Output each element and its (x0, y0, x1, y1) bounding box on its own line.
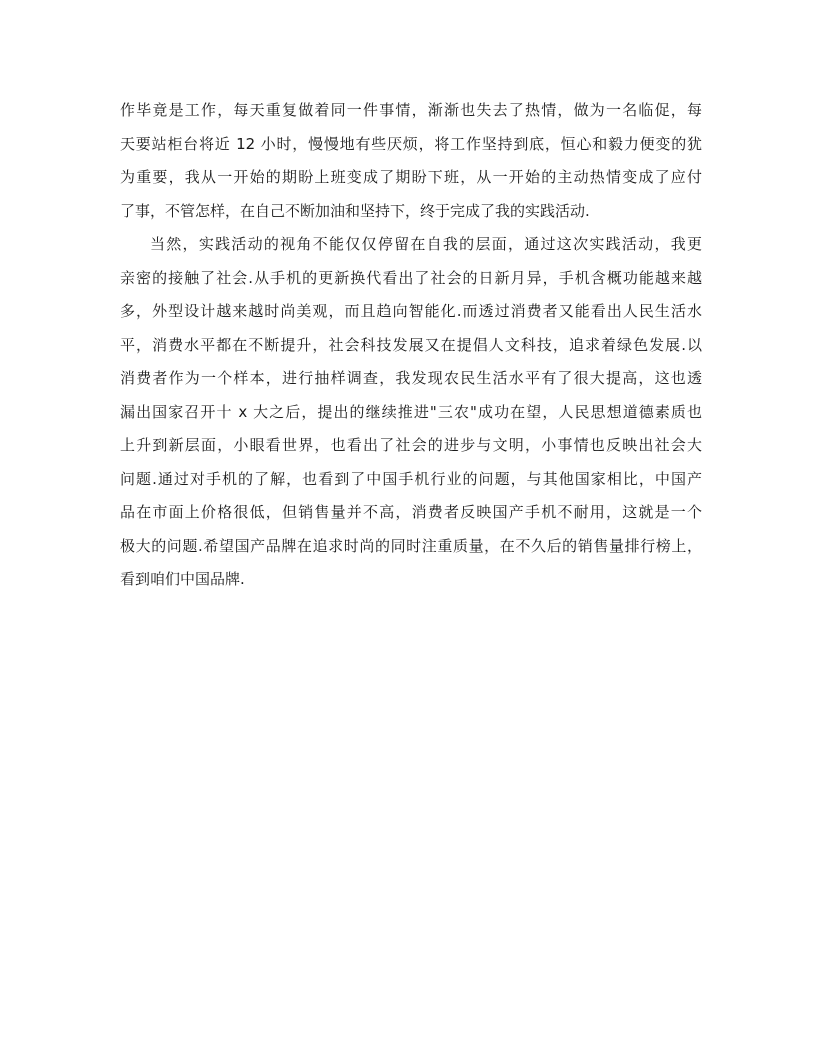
paragraph-2 (120, 228, 702, 597)
text-line: 多，外型设计越来越时尚美观，而且趋向智能化.而透过消费者又能看出人民生活水 (120, 302, 702, 320)
text-line: 天要站柜台将近 12 小时，慢慢地有些厌烦，将工作坚持到底，恒心和毅力便变的犹 (120, 134, 702, 153)
body-text (120, 94, 702, 597)
text-line: 了事，不管怎样，在自己不断加油和坚持下，终于完成了我的实践活动. (120, 201, 590, 220)
text-line: 看到咱们中国品牌. (120, 570, 245, 588)
text-line: 亲密的接触了社会.从手机的更新换代看出了社会的日新月异，手机含概功能越来越 (120, 268, 702, 287)
text-line: 极大的问题.希望国产品牌在追求时尚的同时注重质量，在不久后的销售量排行榜上， (120, 536, 702, 555)
text-line: 漏出国家召开十 x 大之后，提出的继续推进"三农"成功在望，人民思想道德素质也 (120, 402, 702, 421)
paragraph-1 (120, 94, 702, 228)
text-line: 平，消费水平都在不断提升，社会科技发展又在提倡人文科技，追求着绿色发展.以 (120, 335, 702, 354)
text-line: 上升到新层面，小眼看世界，也看出了社会的进步与文明，小事情也反映出社会大 (120, 436, 702, 454)
text-line: 作毕竟是工作，每天重复做着同一件事情，渐渐也失去了热情，做为一名临促，每 (120, 101, 702, 119)
text-line: 为重要，我从一开始的期盼上班变成了期盼下班，从一开始的主动热情变成了应付 (120, 168, 702, 186)
text-line: 品在市面上价格很低，但销售量并不高，消费者反映国产手机不耐用，这就是一个 (120, 503, 702, 521)
text-line: 消费者作为一个样本，进行抽样调查，我发现农民生活水平有了很大提高，这也透 (120, 369, 702, 387)
text-line: 当然，实践活动的视角不能仅仅停留在自我的层面，通过这次实践活动，我更 (150, 235, 702, 253)
text-line: 问题.通过对手机的了解，也看到了中国手机行业的问题，与其他国家相比，中国产 (120, 469, 702, 488)
